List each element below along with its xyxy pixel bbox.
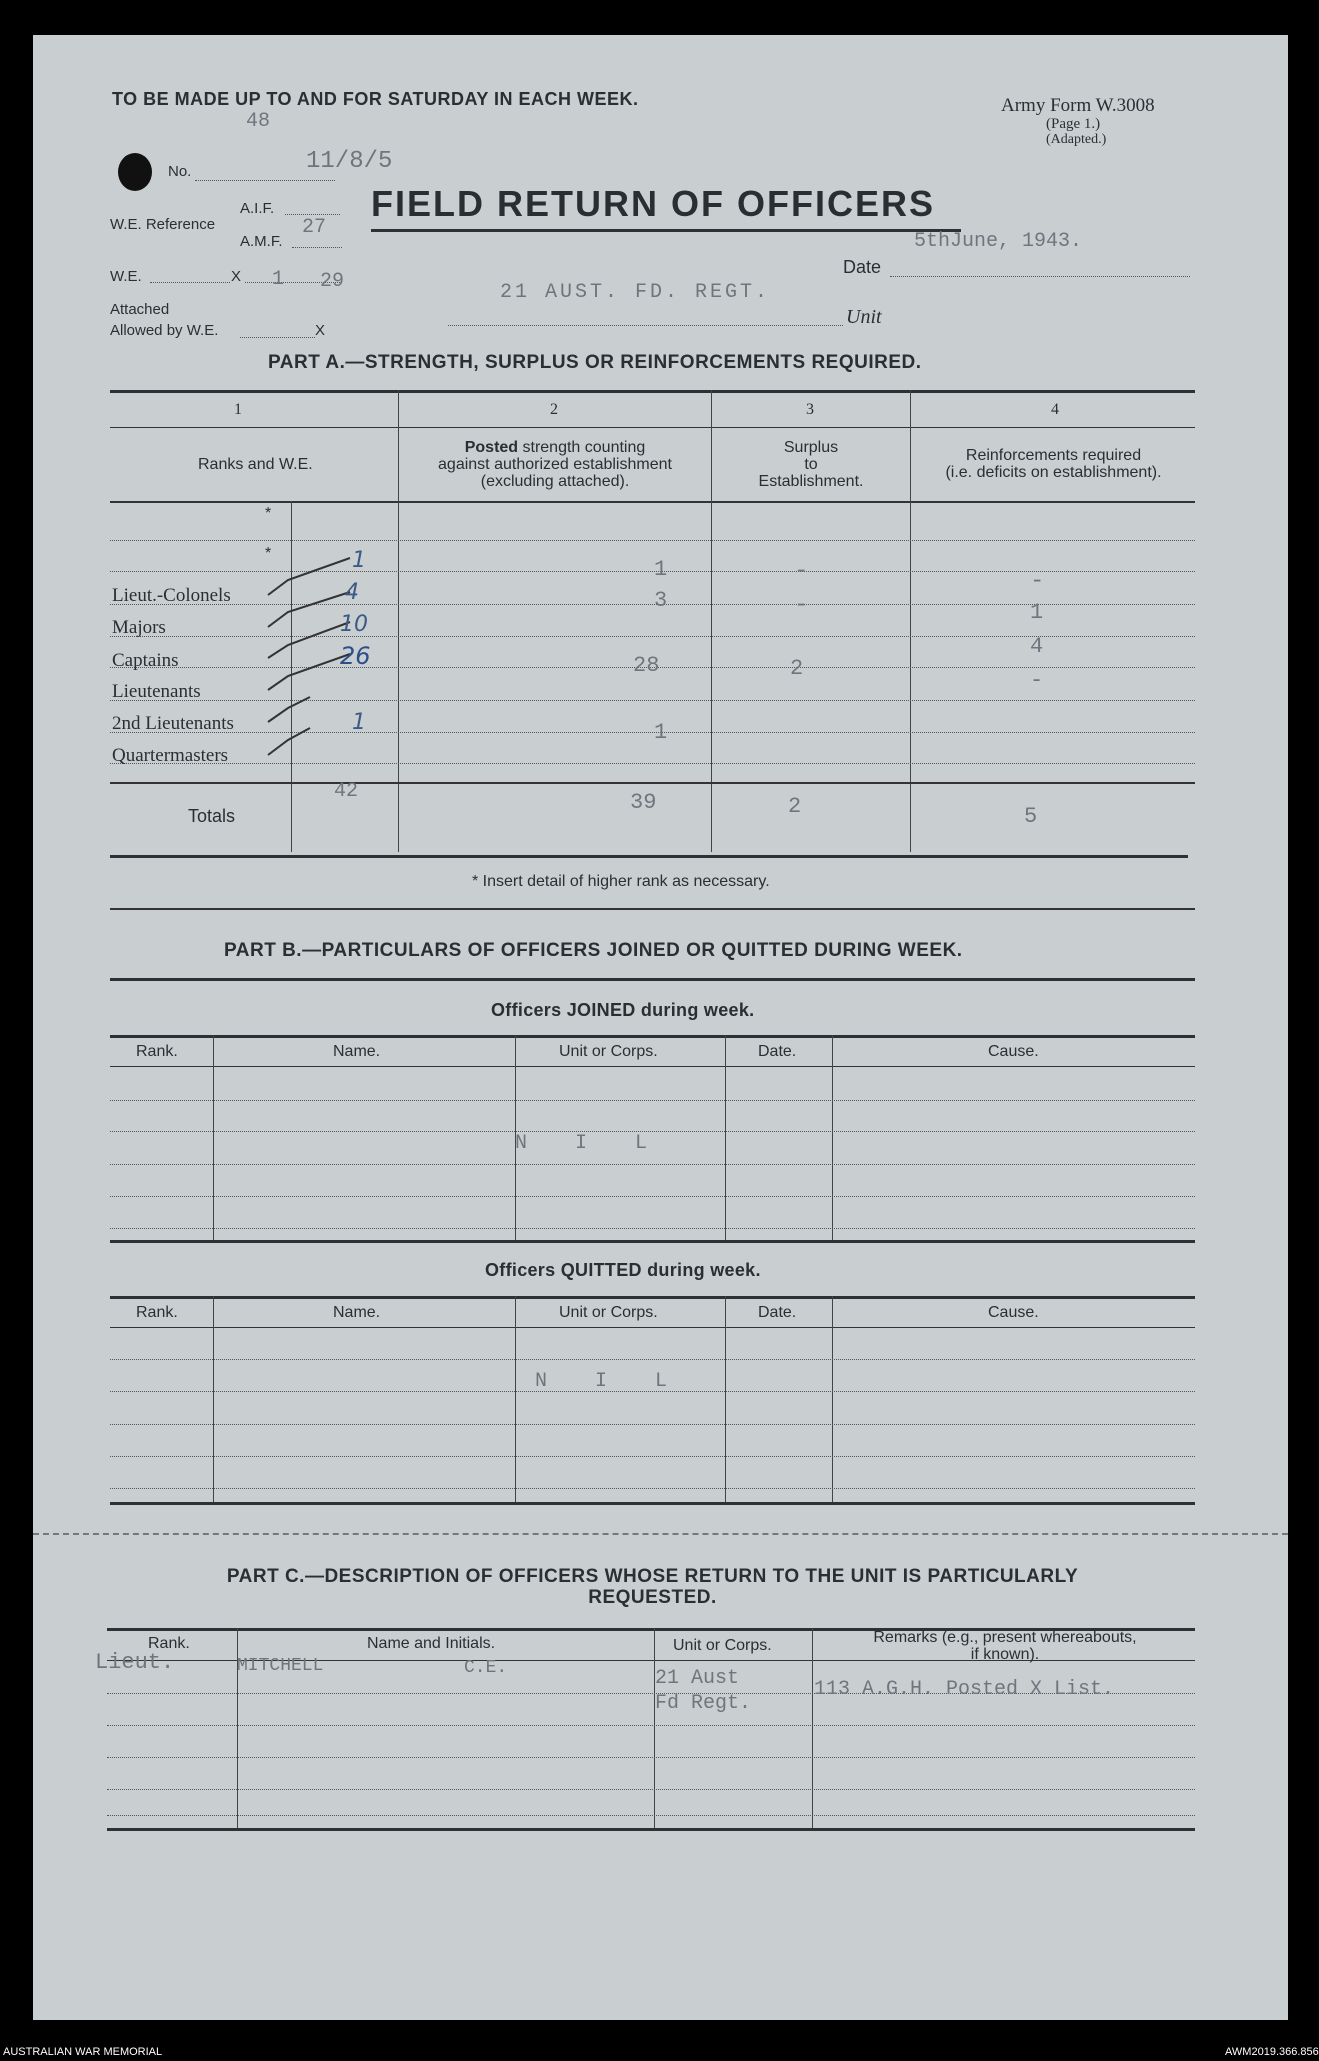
we-value: 1	[272, 268, 285, 291]
totals-posted: 39	[630, 790, 657, 815]
rank-lieutenants: Lieutenants	[112, 681, 201, 702]
we-x-label: X	[231, 268, 242, 285]
we-label: W.E.	[110, 268, 142, 285]
quitted-title: Officers QUITTED during week.	[485, 1260, 761, 1280]
rank-majors: Majors	[112, 617, 166, 638]
rank-lieut-colonels: Lieut.-Colonels	[112, 585, 231, 606]
col-number-1: 1	[234, 401, 242, 418]
date-value: 5thJune, 1943.	[914, 230, 1083, 253]
we-lieut-colonels: 1	[352, 548, 366, 573]
adapted-label: (Adapted.)	[1046, 132, 1107, 147]
reinf-lieutenants: -	[1030, 668, 1044, 693]
joined-col-unit: Unit or Corps.	[559, 1043, 658, 1060]
surplus-majors: -	[794, 592, 809, 619]
totals-reinf: 5	[1024, 804, 1038, 829]
partc-col-rank: Rank.	[148, 1635, 190, 1652]
posted-lieutenants: 28	[633, 653, 660, 678]
reinf-lieut-colonels: -	[1030, 568, 1045, 595]
entry-name: MITCHELL	[237, 1656, 324, 1676]
partc-col-name: Name and Initials.	[367, 1635, 496, 1652]
part-c-title: PART C.—DESCRIPTION OF OFFICERS WHOSE RETURN TO THE UNIT IS PARTICULARLY REQUESTED.	[226, 1566, 1079, 1608]
col1-header: Ranks and W.E.	[198, 456, 313, 473]
we-2nd-lieutenants: 1	[352, 710, 366, 735]
unit-label: Unit	[846, 306, 882, 328]
allowed-x-label: X	[315, 322, 326, 339]
page-label: (Page 1.)	[1046, 116, 1101, 132]
reinf-captains: 4	[1030, 634, 1044, 659]
we-majors: 4	[345, 580, 359, 605]
unit-value: 21 AUST. FD. REGT.	[500, 281, 771, 304]
reference-number-above: 48	[246, 110, 271, 133]
quitted-col-name: Name.	[333, 1304, 381, 1321]
star-row-1: *	[265, 505, 272, 522]
joined-col-cause: Cause.	[988, 1043, 1039, 1060]
part-b-title: PART B.—PARTICULARS OF OFFICERS JOINED OR QUITTED DURING WEEK.	[224, 940, 963, 961]
col3-header: Surplus to Establishment.	[758, 439, 864, 490]
joined-col-rank: Rank.	[136, 1043, 178, 1060]
quitted-col-cause: Cause.	[988, 1304, 1039, 1321]
joined-title: Officers JOINED during week.	[491, 1000, 755, 1020]
partc-col-unit: Unit or Corps.	[673, 1637, 772, 1654]
no-value: 11/8/5	[306, 148, 393, 175]
rank-2nd-lieutenants: 2nd Lieutenants	[112, 713, 234, 734]
entry-initials: C.E.	[464, 1658, 508, 1678]
entry-rank: Lieut.	[95, 1650, 175, 1675]
quitted-col-unit: Unit or Corps.	[559, 1304, 658, 1321]
entry-unit: 21 Aust Fd Regt.	[655, 1667, 752, 1715]
allowed-label: Allowed by W.E.	[110, 322, 219, 339]
date-label: Date	[843, 257, 882, 277]
reinf-majors: 1	[1030, 600, 1044, 625]
attached-label: Attached	[110, 301, 170, 318]
form-paper	[33, 35, 1288, 2020]
joined-nil: N I L	[515, 1132, 666, 1155]
col-number-3: 3	[806, 401, 814, 418]
amf-value: 27	[302, 216, 327, 239]
part-a-title: PART A.—STRENGTH, SURPLUS OR REINFORCEMENTS REQUIRED.	[268, 352, 922, 373]
star-row-2: *	[265, 545, 272, 562]
quitted-nil: N I L	[535, 1370, 686, 1393]
page-title: FIELD RETURN OF OFFICERS	[371, 183, 935, 224]
surplus-lieut-colonels: -	[794, 558, 809, 585]
amf-label: A.M.F.	[240, 233, 283, 250]
quitted-col-rank: Rank.	[136, 1304, 178, 1321]
partc-col-remarks: Remarks (e.g., present whereabouts, if known).	[873, 1629, 1137, 1663]
we-x-value: 29	[320, 270, 345, 293]
totals-surplus: 2	[788, 794, 802, 819]
no-label: No.	[168, 163, 192, 180]
totals-we: 42	[334, 780, 359, 803]
joined-col-date: Date.	[758, 1043, 797, 1060]
punch-hole	[118, 153, 152, 191]
army-form-label: Army Form W.3008	[1001, 95, 1155, 116]
joined-col-name: Name.	[333, 1043, 381, 1060]
entry-remarks: 113 A.G.H. Posted X List.	[814, 1678, 1115, 1701]
col4-header: Reinforcements required (i.e. deficits on establishment).	[945, 447, 1162, 481]
rank-quartermasters: Quartermasters	[112, 745, 229, 766]
col2-header: Posted strength counting against authorized establishment (excluding attached).	[438, 439, 672, 490]
instruction-text: TO BE MADE UP TO AND FOR SATURDAY IN EACH WEEK.	[112, 89, 639, 109]
posted-2nd-lieutenants: 1	[654, 720, 668, 745]
we-lieutenants: 26	[340, 642, 371, 670]
surplus-lieutenants: 2	[790, 656, 804, 681]
footer-right: AWM2019.366.856	[1225, 2046, 1319, 2058]
quitted-col-date: Date.	[758, 1304, 797, 1321]
col-number-4: 4	[1051, 401, 1059, 418]
posted-lieut-colonels: 1	[654, 557, 668, 582]
rank-captains: Captains	[112, 650, 179, 671]
we-reference-label: W.E. Reference	[110, 216, 216, 233]
footer-left: AUSTRALIAN WAR MEMORIAL	[3, 2046, 163, 2058]
col-number-2: 2	[550, 401, 558, 418]
footnote: * Insert detail of higher rank as necessary.	[472, 873, 770, 890]
we-captains: 10	[340, 612, 368, 637]
totals-label: Totals	[188, 806, 236, 826]
posted-majors: 3	[654, 588, 668, 613]
aif-label: A.I.F.	[240, 200, 275, 217]
